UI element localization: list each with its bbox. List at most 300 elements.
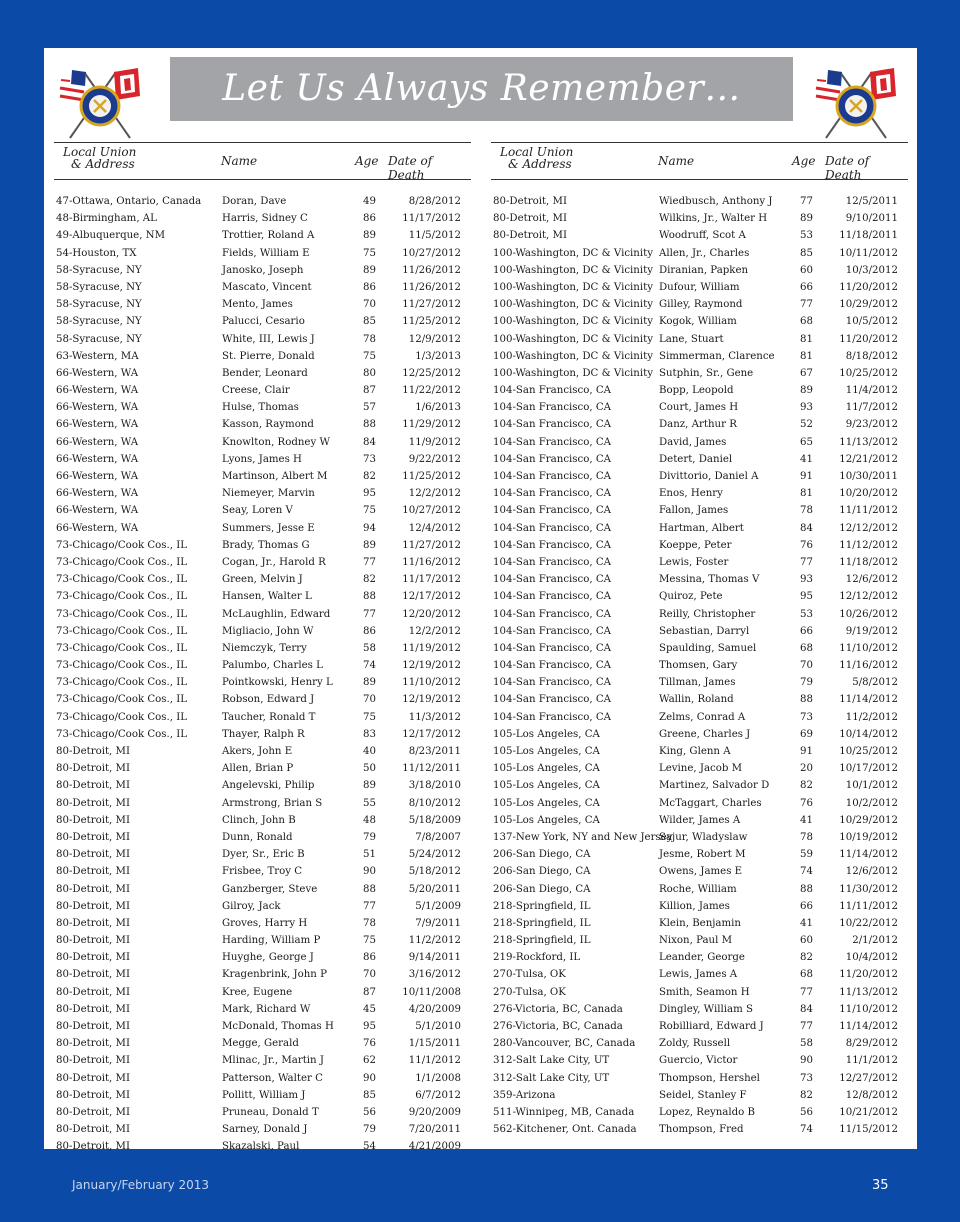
row-age: 88	[800, 694, 813, 706]
row-name: Creese, Clair	[222, 385, 290, 397]
row-name: Mlinac, Jr., Martin J	[222, 1055, 324, 1067]
row-date-of-death: 11/9/2012	[408, 436, 461, 448]
list-item	[491, 1053, 908, 1070]
row-age: 52	[800, 419, 813, 431]
row-local-union: 58-Syracuse, NY	[56, 299, 142, 311]
row-age: 95	[363, 488, 376, 500]
row-date-of-death: 11/10/2012	[402, 677, 461, 689]
right-column	[491, 142, 908, 1139]
row-name: Dufour, William	[659, 281, 740, 293]
row-age: 69	[800, 728, 813, 740]
row-local-union: 48-Birmingham, AL	[56, 213, 157, 225]
list-item	[54, 624, 471, 641]
row-age: 94	[363, 522, 376, 534]
list-item	[54, 366, 471, 383]
row-name: Sebastian, Darryl	[659, 625, 750, 637]
row-local-union: 80-Detroit, MI	[56, 1021, 130, 1032]
row-age: 87	[363, 986, 376, 998]
list-item	[54, 228, 471, 245]
row-local-union: 100-Washington, DC & Vicinity	[493, 367, 653, 379]
list-item	[54, 194, 471, 211]
row-date-of-death: 1/15/2011	[408, 1038, 461, 1050]
row-age: 77	[800, 299, 813, 311]
row-date-of-death: 11/26/2012	[402, 264, 461, 276]
row-date-of-death: 11/1/2012	[408, 1055, 461, 1067]
row-local-union: 66-Western, WA	[56, 385, 139, 397]
row-age: 79	[363, 831, 376, 843]
row-age: 20	[800, 763, 813, 775]
row-date-of-death: 11/14/2012	[839, 694, 898, 706]
row-date-of-death: 11/15/2012	[839, 1124, 898, 1136]
row-date-of-death: 9/23/2012	[845, 419, 898, 431]
row-age: 49	[363, 196, 376, 207]
row-name: Sarney, Donald J	[222, 1124, 308, 1136]
list-item	[491, 435, 908, 452]
list-item	[54, 658, 471, 675]
row-age: 59	[800, 849, 813, 861]
row-local-union: 105-Los Angeles, CA	[493, 797, 600, 809]
row-name: Sajur, Wladyslaw	[659, 831, 748, 843]
row-date-of-death: 11/2/2012	[408, 935, 461, 947]
row-local-union: 104-San Francisco, CA	[493, 556, 611, 568]
list-item	[491, 864, 908, 881]
row-name: Levine, Jacob M	[659, 763, 743, 775]
row-name: Taucher, Ronald T	[222, 711, 316, 723]
row-local-union: 80-Detroit, MI	[56, 883, 130, 895]
row-local-union: 80-Detroit, MI	[56, 1003, 130, 1015]
row-age: 73	[800, 1072, 813, 1084]
row-name: Allen, Brian P	[222, 763, 294, 775]
row-date-of-death: 12/20/2012	[402, 608, 461, 620]
row-date-of-death: 12/27/2012	[839, 1072, 898, 1084]
row-local-union: 80-Detroit, MI	[56, 746, 130, 757]
row-local-union: 73-Chicago/Cook Cos., IL	[56, 728, 188, 740]
list-item	[54, 349, 471, 366]
row-age: 75	[363, 350, 376, 362]
list-item	[491, 521, 908, 538]
row-local-union: 80-Detroit, MI	[56, 917, 130, 929]
row-name: Smith, Seamon H	[659, 986, 750, 998]
row-name: Brady, Thomas G	[222, 539, 310, 551]
row-local-union: 312-Salt Lake City, UT	[493, 1072, 610, 1084]
row-local-union: 104-San Francisco, CA	[493, 660, 611, 672]
row-date-of-death: 10/22/2012	[839, 917, 898, 929]
row-age: 62	[363, 1055, 376, 1067]
union-emblem-icon	[58, 62, 142, 142]
list-item	[54, 263, 471, 280]
list-item	[54, 1019, 471, 1036]
row-name: Green, Melvin J	[222, 574, 303, 586]
list-item	[54, 916, 471, 933]
row-local-union: 100-Washington, DC & Vicinity	[493, 264, 653, 276]
row-name: Groves, Harry H	[222, 917, 308, 929]
row-local-union: 104-San Francisco, CA	[493, 574, 611, 586]
list-item	[54, 813, 471, 830]
row-name: Clinch, John B	[222, 814, 296, 826]
row-age: 77	[363, 608, 376, 620]
row-date-of-death: 7/9/2011	[415, 917, 461, 929]
list-item	[491, 985, 908, 1002]
row-name: Fallon, James	[659, 505, 729, 517]
row-age: 89	[363, 539, 376, 551]
row-name: Thayer, Ralph R	[222, 728, 305, 740]
row-local-union: 80-Detroit, MI	[493, 230, 567, 242]
row-date-of-death: 10/2/2012	[845, 797, 898, 809]
row-local-union: 66-Western, WA	[56, 471, 139, 482]
row-name: Wilkins, Jr., Walter H	[659, 213, 768, 225]
row-age: 85	[363, 1089, 376, 1101]
list-item	[54, 967, 471, 984]
row-age: 68	[800, 969, 813, 981]
row-date-of-death: 11/22/2012	[402, 385, 461, 397]
list-item	[491, 899, 908, 916]
row-name: McDonald, Thomas H	[222, 1021, 334, 1032]
list-item	[54, 692, 471, 709]
row-date-of-death: 9/14/2011	[408, 952, 461, 964]
row-name: Palucci, Cesario	[222, 316, 305, 328]
row-local-union: 80-Detroit, MI	[56, 1089, 130, 1101]
row-name: Huyghe, George J	[222, 952, 314, 964]
list-item	[491, 486, 908, 503]
row-local-union: 80-Detroit, MI	[56, 1055, 130, 1067]
row-age: 95	[800, 591, 813, 603]
row-local-union: 270-Tulsa, OK	[493, 969, 566, 981]
row-age: 53	[800, 608, 813, 620]
row-date-of-death: 12/17/2012	[402, 728, 461, 740]
row-date-of-death: 10/11/2008	[402, 986, 461, 998]
list-item	[491, 1105, 908, 1122]
row-name: St. Pierre, Donald	[222, 350, 315, 362]
row-name: Roche, William	[659, 883, 737, 895]
row-name: Wallin, Roland	[659, 694, 734, 706]
row-local-union: 66-Western, WA	[56, 367, 139, 379]
row-date-of-death: 11/25/2012	[402, 471, 461, 482]
row-date-of-death: 10/20/2012	[839, 488, 898, 500]
row-age: 66	[800, 281, 813, 293]
row-date-of-death: 12/2/2012	[408, 488, 461, 500]
list-item	[54, 486, 471, 503]
row-age: 81	[800, 488, 813, 500]
row-local-union: 104-San Francisco, CA	[493, 488, 611, 500]
row-name: Lewis, Foster	[659, 556, 729, 568]
row-date-of-death: 11/2/2012	[845, 711, 898, 723]
row-local-union: 80-Detroit, MI	[56, 935, 130, 947]
list-item	[54, 710, 471, 727]
row-name: Klein, Benjamin	[659, 917, 741, 929]
row-name: Palumbo, Charles L	[222, 660, 323, 672]
row-local-union: 104-San Francisco, CA	[493, 471, 611, 482]
row-name: Fields, William E	[222, 247, 310, 259]
row-date-of-death: 10/21/2012	[839, 1106, 898, 1118]
row-local-union: 104-San Francisco, CA	[493, 625, 611, 637]
row-age: 74	[800, 866, 813, 878]
row-age: 84	[800, 1003, 813, 1015]
row-local-union: 104-San Francisco, CA	[493, 402, 611, 414]
row-local-union: 80-Detroit, MI	[56, 797, 130, 809]
list-item	[54, 332, 471, 349]
row-date-of-death: 10/29/2012	[839, 299, 898, 311]
row-local-union: 66-Western, WA	[56, 436, 139, 448]
row-date-of-death: 11/18/2011	[839, 230, 898, 242]
row-age: 79	[363, 1124, 376, 1136]
row-local-union: 73-Chicago/Cook Cos., IL	[56, 660, 188, 672]
row-local-union: 218-Springfield, IL	[493, 935, 591, 947]
row-name: Angelevski, Philip	[222, 780, 315, 792]
row-name: Court, James H	[659, 402, 739, 414]
row-date-of-death: 7/8/2007	[415, 831, 461, 843]
row-local-union: 100-Washington, DC & Vicinity	[493, 247, 653, 259]
row-age: 68	[800, 642, 813, 654]
list-item	[54, 985, 471, 1002]
row-name: Seay, Loren V	[222, 505, 293, 517]
row-age: 70	[363, 299, 376, 311]
row-name: White, III, Lewis J	[222, 333, 315, 345]
row-local-union: 80-Detroit, MI	[56, 900, 130, 912]
list-item	[491, 916, 908, 933]
row-local-union: 58-Syracuse, NY	[56, 333, 142, 345]
row-name: Robilliard, Edward J	[659, 1021, 764, 1032]
list-item	[491, 675, 908, 692]
row-age: 89	[363, 264, 376, 276]
row-name: Lopez, Reynaldo B	[659, 1106, 756, 1118]
row-local-union: 80-Detroit, MI	[56, 763, 130, 775]
row-local-union: 104-San Francisco, CA	[493, 608, 611, 620]
row-date-of-death: 12/12/2012	[839, 522, 898, 534]
row-local-union: 105-Los Angeles, CA	[493, 763, 600, 775]
row-date-of-death: 8/23/2011	[408, 746, 461, 757]
list-item	[491, 452, 908, 469]
row-local-union: 511-Winnipeg, MB, Canada	[493, 1106, 635, 1118]
list-item	[491, 813, 908, 830]
row-local-union: 105-Los Angeles, CA	[493, 814, 600, 826]
row-local-union: 100-Washington, DC & Vicinity	[493, 299, 653, 311]
header-local-line2: & Address	[71, 157, 135, 171]
row-age: 89	[363, 230, 376, 242]
row-date-of-death: 12/19/2012	[402, 694, 461, 706]
row-date-of-death: 11/26/2012	[402, 281, 461, 293]
row-name: Dingley, William S	[659, 1003, 753, 1015]
row-local-union: 206-San Diego, CA	[493, 883, 591, 895]
row-local-union: 104-San Francisco, CA	[493, 453, 611, 465]
row-name: Hulse, Thomas	[222, 402, 299, 414]
row-local-union: 137-New York, NY and New Jersey	[493, 831, 673, 843]
row-local-union: 49-Albuquerque, NM	[56, 230, 166, 242]
header-age: Age	[792, 154, 816, 168]
page-panel	[44, 48, 917, 1153]
row-date-of-death: 12/12/2012	[839, 591, 898, 603]
list-item	[491, 246, 908, 263]
row-date-of-death: 10/5/2012	[845, 316, 898, 328]
row-local-union: 104-San Francisco, CA	[493, 711, 611, 723]
list-item	[491, 830, 908, 847]
row-age: 55	[363, 797, 376, 809]
list-item	[54, 1122, 471, 1139]
row-age: 75	[363, 935, 376, 947]
list-item	[54, 607, 471, 624]
row-age: 93	[800, 574, 813, 586]
row-date-of-death: 11/10/2012	[839, 642, 898, 654]
list-item	[54, 1071, 471, 1088]
row-local-union: 80-Detroit, MI	[56, 1141, 130, 1153]
row-name: Wiedbusch, Anthony J	[659, 196, 773, 207]
row-age: 89	[363, 677, 376, 689]
row-date-of-death: 5/20/2011	[408, 883, 461, 895]
row-local-union: 276-Victoria, BC, Canada	[493, 1003, 623, 1015]
row-name: Akers, John E	[222, 746, 293, 757]
row-name: Allen, Jr., Charles	[659, 247, 750, 259]
row-age: 84	[800, 522, 813, 534]
row-age: 76	[800, 797, 813, 809]
page-title: Let Us Always Remember…	[170, 57, 793, 121]
row-date-of-death: 11/27/2012	[402, 299, 461, 311]
row-date-of-death: 4/20/2009	[408, 1003, 461, 1015]
row-date-of-death: 11/3/2012	[408, 711, 461, 723]
list-item	[54, 899, 471, 916]
header-date: Date of Death	[825, 154, 870, 182]
row-name: Lane, Stuart	[659, 333, 724, 345]
row-age: 95	[363, 1021, 376, 1032]
row-date-of-death: 5/1/2010	[415, 1021, 461, 1032]
row-name: Tillman, James	[659, 677, 736, 689]
row-date-of-death: 5/1/2009	[415, 900, 461, 912]
row-age: 60	[800, 264, 813, 276]
row-date-of-death: 11/5/2012	[408, 230, 461, 242]
row-name: Frisbee, Troy C	[222, 866, 303, 878]
row-date-of-death: 5/24/2012	[408, 849, 461, 861]
row-date-of-death: 12/19/2012	[402, 660, 461, 672]
list-item	[491, 383, 908, 400]
row-local-union: 80-Detroit, MI	[56, 849, 130, 861]
row-age: 84	[363, 436, 376, 448]
row-date-of-death: 10/25/2012	[839, 746, 898, 757]
row-local-union: 105-Los Angeles, CA	[493, 728, 600, 740]
list-item	[54, 211, 471, 228]
row-age: 77	[800, 1021, 813, 1032]
row-date-of-death: 11/1/2012	[845, 1055, 898, 1067]
row-name: Kragenbrink, John P	[222, 969, 327, 981]
row-date-of-death: 11/27/2012	[402, 539, 461, 551]
list-item	[491, 744, 908, 761]
row-name: Detert, Daniel	[659, 453, 733, 465]
list-item	[491, 710, 908, 727]
row-name: Mento, James	[222, 299, 293, 311]
row-date-of-death: 12/4/2012	[408, 522, 461, 534]
row-local-union: 80-Detroit, MI	[56, 814, 130, 826]
row-date-of-death: 3/16/2012	[408, 969, 461, 981]
list-item	[54, 830, 471, 847]
row-name: Niemeyer, Marvin	[222, 488, 315, 500]
row-date-of-death: 8/10/2012	[408, 797, 461, 809]
row-name: Jesme, Robert M	[659, 849, 746, 861]
row-age: 82	[800, 952, 813, 964]
row-date-of-death: 12/6/2012	[845, 574, 898, 586]
list-item	[491, 263, 908, 280]
row-name: McTaggart, Charles	[659, 797, 762, 809]
row-local-union: 104-San Francisco, CA	[493, 522, 611, 534]
row-name: Bender, Leonard	[222, 367, 308, 379]
row-name: Guercio, Victor	[659, 1055, 738, 1067]
list-item	[54, 469, 471, 486]
row-age: 58	[363, 642, 376, 654]
row-age: 75	[363, 505, 376, 517]
row-local-union: 359-Arizona	[493, 1089, 556, 1101]
row-name: Thompson, Fred	[659, 1124, 744, 1136]
row-local-union: 104-San Francisco, CA	[493, 677, 611, 689]
row-name: Lyons, James H	[222, 453, 302, 465]
row-name: Koeppe, Peter	[659, 539, 732, 551]
row-local-union: 104-San Francisco, CA	[493, 591, 611, 603]
header-local-union	[500, 146, 573, 170]
list-item	[491, 692, 908, 709]
row-date-of-death: 8/29/2012	[845, 1038, 898, 1050]
row-age: 73	[363, 453, 376, 465]
row-local-union: 100-Washington, DC & Vicinity	[493, 333, 653, 345]
row-age: 86	[363, 281, 376, 293]
left-list	[54, 194, 471, 1157]
row-date-of-death: 12/25/2012	[402, 367, 461, 379]
row-date-of-death: 11/18/2012	[839, 556, 898, 568]
list-item	[491, 1122, 908, 1139]
row-local-union: 58-Syracuse, NY	[56, 264, 142, 276]
row-date-of-death: 5/18/2009	[408, 814, 461, 826]
row-age: 82	[800, 1089, 813, 1101]
row-age: 56	[800, 1106, 813, 1118]
row-date-of-death: 10/29/2012	[839, 814, 898, 826]
row-local-union: 66-Western, WA	[56, 453, 139, 465]
row-date-of-death: 11/14/2012	[839, 1021, 898, 1032]
row-age: 81	[800, 350, 813, 362]
row-local-union: 73-Chicago/Cook Cos., IL	[56, 591, 188, 603]
row-age: 85	[363, 316, 376, 328]
row-name: Gilley, Raymond	[659, 299, 743, 311]
row-age: 89	[363, 780, 376, 792]
list-item	[491, 349, 908, 366]
row-name: Megge, Gerald	[222, 1038, 299, 1050]
row-name: Hansen, Walter L	[222, 591, 312, 603]
list-item	[54, 727, 471, 744]
list-item	[54, 1139, 471, 1156]
list-item	[491, 1019, 908, 1036]
row-name: Harris, Sidney C	[222, 213, 308, 225]
row-name: Thomsen, Gary	[659, 660, 738, 672]
row-local-union: 66-Western, WA	[56, 419, 139, 431]
row-local-union: 104-San Francisco, CA	[493, 419, 611, 431]
row-date-of-death: 12/8/2012	[845, 1089, 898, 1101]
list-item	[54, 641, 471, 658]
list-item	[491, 778, 908, 795]
row-local-union: 73-Chicago/Cook Cos., IL	[56, 539, 188, 551]
row-date-of-death: 6/7/2012	[415, 1089, 461, 1101]
row-local-union: 104-San Francisco, CA	[493, 642, 611, 654]
list-item	[491, 297, 908, 314]
row-date-of-death: 8/28/2012	[408, 196, 461, 207]
list-item	[54, 314, 471, 331]
row-age: 83	[363, 728, 376, 740]
list-item	[491, 572, 908, 589]
row-name: Owens, James E	[659, 866, 743, 878]
row-local-union: 100-Washington, DC & Vicinity	[493, 316, 653, 328]
list-item	[54, 933, 471, 950]
row-age: 86	[363, 213, 376, 225]
row-name: Bopp, Leopold	[659, 385, 734, 397]
row-date-of-death: 5/18/2012	[408, 866, 461, 878]
list-item	[54, 864, 471, 881]
list-item	[54, 280, 471, 297]
list-item	[491, 882, 908, 899]
header-local-line2: & Address	[508, 157, 572, 171]
row-age: 90	[800, 1055, 813, 1067]
list-item	[54, 521, 471, 538]
